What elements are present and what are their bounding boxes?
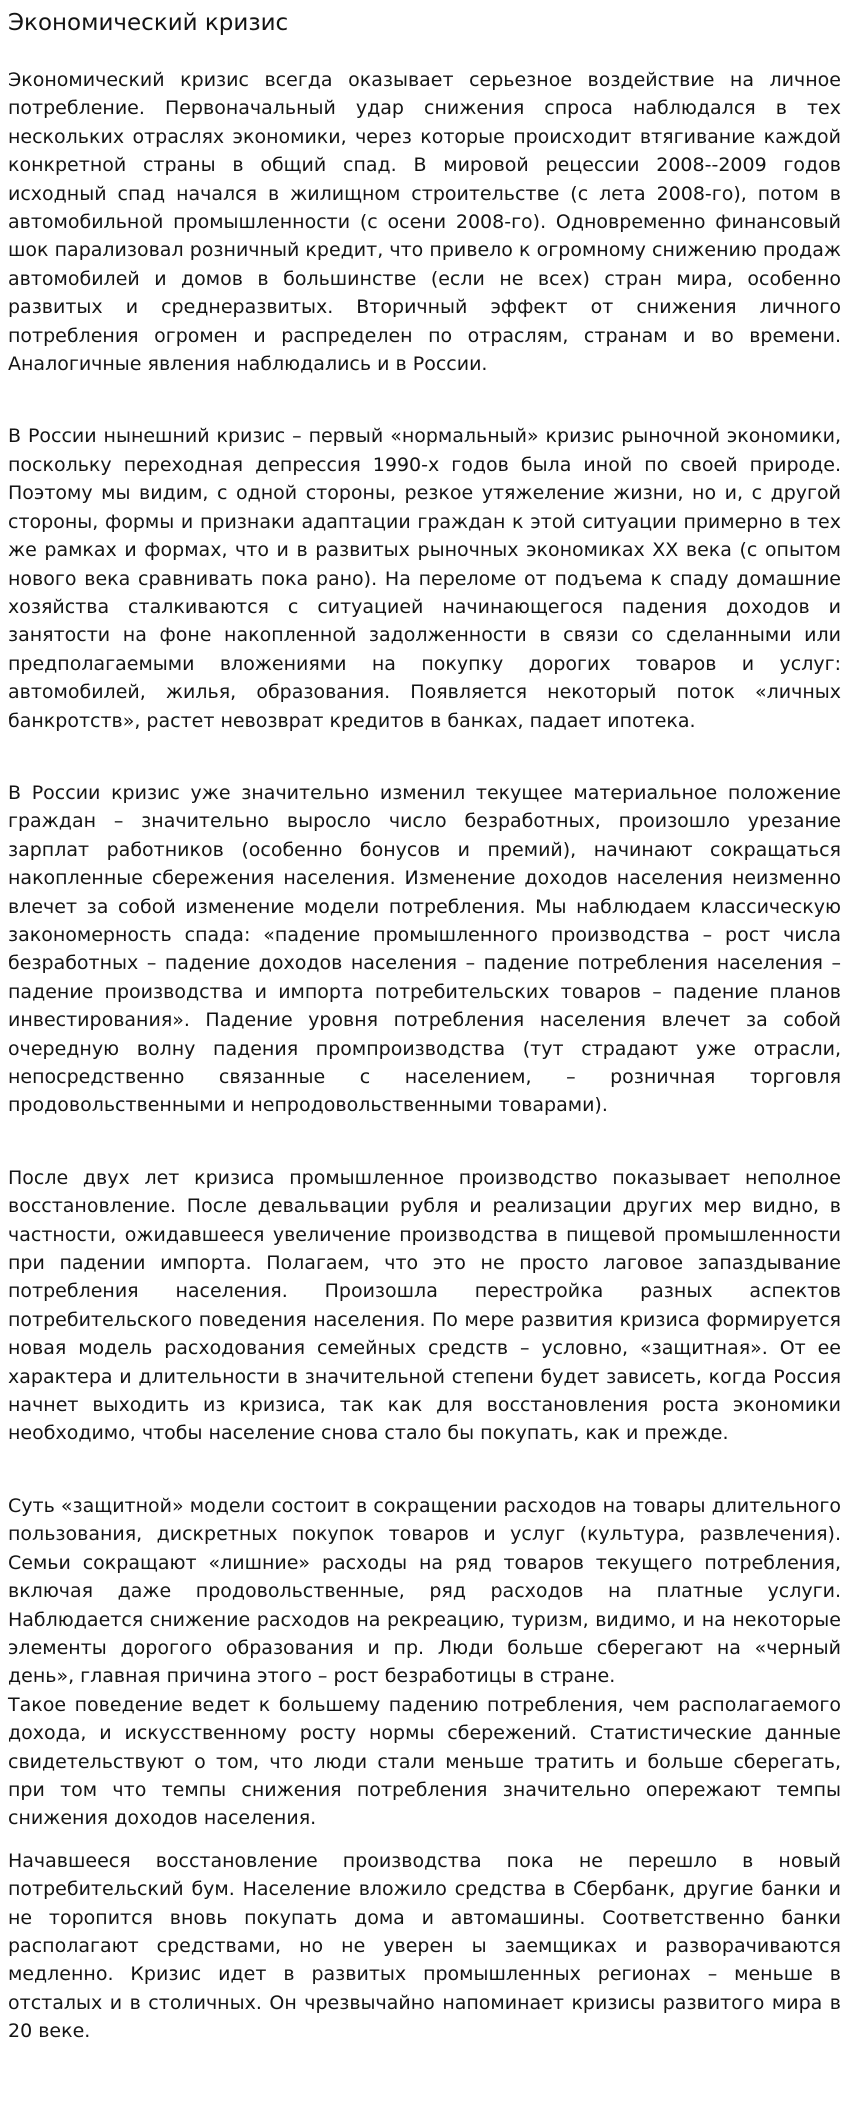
article-paragraph: В России кризис уже значительно изменил текущее материальное положение граждан – значительно выросло число безработных, произошло урезание зарплат работников (особенно бонусов и премий), начинают сокращаться накопленные сбережения населения. Изменение доходов населения неизменно влечет за собой изменение модели потребления. Мы наблюдаем классическую закономерность спада: «падение промышленного производства – рост числа безработных – падение доходов населения – падение потребления населения – падение производства и импорта потребительских товаров – падение планов инвестирования». Падение уровня потребления населения влечет за собой очередную волну падения промпроизводства (тут страдают уже отрасли, непосредственно связанные с населением, – розничная торговля продовольственными и непродовольственными товарами). (8, 781, 841, 1117)
article-paragraph: Суть «защитной» модели состоит в сокращении расходов на товары длительного пользования, дискретных покупок товаров и услуг (культура, развлечения). Семьи сокращают «лишние» расходы на ряд товаров текущего потребления, включая даже продовольственные, ряд расходов на платные услуги. Наблюдается снижение расходов на рекреацию, туризм, видимо, и на некоторые элементы дорогого образования и пр. Люди больше сберегают на «черный день», главная причина этого – рост безработицы в стране. (8, 1494, 841, 1688)
article-paragraph: После двух лет кризиса промышленное производство показывает неполное восстановление. После девальвации рубля и реализации других мер видно, в частности, ожидавшееся увеличение производства в пищевой промышленности при падении импорта. Полагаем, что это не просто лаговое запаздывание потребления населения. Произошла перестройка разных аспектов потребительского поведения населения. По мере развития кризиса формируется новая модель расходования семейных средств – условно, «защитная». От ее характера и длительности в значительной степени будет зависеть, когда Россия начнет выходить из кризиса, так как для восстановления роста экономики необходимо, чтобы население снова стало бы покупать, как и прежде. (8, 1166, 841, 1445)
article-title: Экономический кризис (8, 10, 289, 36)
article-paragraph: В России нынешний кризис – первый «нормальный» кризис рыночной экономики, поскольку переходная депрессия 1990-х годов была иной по своей природе. Поэтому мы видим, с одной стороны, резкое утяжеление жизни, но и, с другой стороны, формы и признаки адаптации граждан к этой ситуации примерно в тех же рамках и формах, что и в развитых рыночных экономиках XX века (с опытом нового века сравнивать пока рано). На переломе от подъема к спаду домашние хозяйства сталкиваются с ситуацией начинающегося падения доходов и занятости на фоне накопленной задолженности в связи со сделанными или предполагаемыми вложениями на покупку дорогих товаров и услуг: автомобилей, жилья, образования. Появляется некоторый поток «личных банкротств», растет невозврат кредитов в банках, падает ипотека. (8, 425, 841, 732)
article-paragraph: Такое поведение ведет к большему падению потребления, чем располагаемого дохода, и искусственному росту нормы сбережений. Статистические данные свидетельствуют о том, что люди стали меньше тратить и больше сберегать, при том что темпы снижения потребления значительно опережают темпы снижения доходов населения. (8, 1693, 841, 1830)
article-paragraph: Начавшееся восстановление производства пока не перешло в новый потребительский бум. Население вложило средства в Сбербанк, другие банки и не торопится вновь покупать дома и автомашины. Соответственно банки располагают средствами, но не уверен ы заемщиках и разворачиваются медленно. Кризис идет в развитых промышленных регионах – меньше в отсталых и в столичных. Он чрезвычайно напоминает кризисы развитого мира в 20 веке. (8, 1849, 841, 2043)
article-paragraph: Экономический кризис всегда оказывает серьезное воздействие на личное потребление. Первоначальный удар снижения спроса наблюдался в тех нескольких отраслях экономики, через которые происходит втягивание каждой конкретной страны в общий спад. В мировой рецессии 2008--2009 годов исходный спад начался в жилищном строительстве (с лета 2008-го), потом в автомобильной промышленности (с осени 2008-го). Одновременно финансовый шок парализовал розничный кредит, что привело к огромному снижению продаж автомобилей и домов в большинстве (если не всех) стран мира, особенно развитых и среднеразвитых. Вторичный эффект от снижения личного потребления огромен и распределен по отраслям, странам и во времени. Аналогичные явления наблюдались и в России. (8, 69, 841, 376)
